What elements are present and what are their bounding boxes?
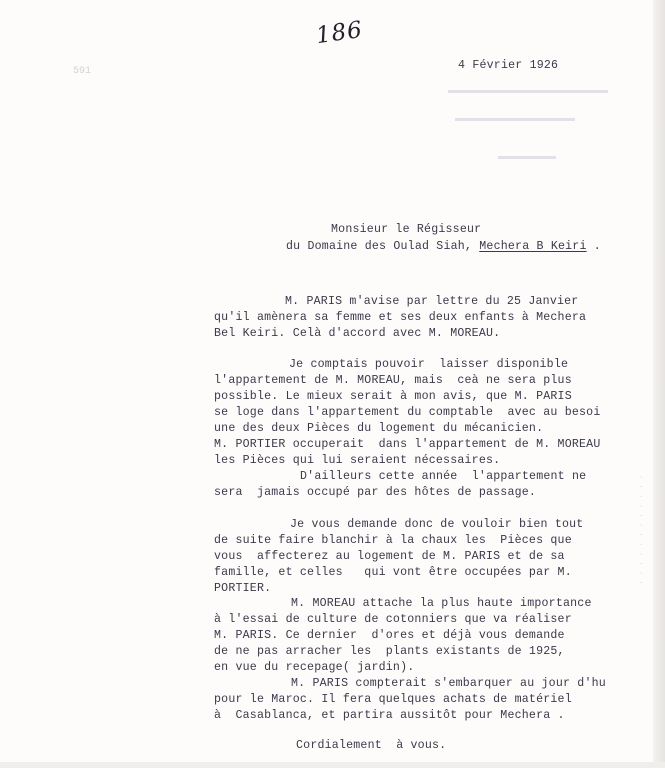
ghost-bar bbox=[498, 156, 556, 159]
paragraph-6-line: à Casablanca, et partira aussitôt pour Mechera . bbox=[214, 709, 565, 722]
paragraph-2-line: l'appartement de M. MOREAU, mais ceà ne sera plus bbox=[214, 374, 572, 387]
paragraph-2-line: une des deux Pièces du logement du mécanicien. bbox=[214, 422, 544, 435]
recipient-line-1: Monsieur le Régisseur bbox=[331, 223, 482, 236]
handwritten-folio-number: 186 bbox=[314, 16, 365, 50]
recipient-period: . bbox=[586, 240, 601, 253]
paragraph-3-line: D'ailleurs cette année l'appartement ne bbox=[300, 470, 587, 483]
paragraph-1-line: M. PARIS m'avise par lettre du 25 Janvier bbox=[285, 295, 579, 308]
paragraph-2-line: se loge dans l'appartement du comptable avec au besoi bbox=[214, 406, 601, 419]
recipient-line-2 bbox=[286, 241, 601, 253]
paragraph-5-line: en vue du recepage( jardin). bbox=[214, 661, 415, 674]
paragraph-3-line: sera jamais occupé par des hôtes de passage. bbox=[214, 486, 537, 499]
paragraph-2-line: M. PORTIER occuperait dans l'appartement de M. MOREAU bbox=[214, 438, 601, 451]
paragraph-6-line: pour le Maroc. Il fera quelques achats de matériel bbox=[214, 693, 572, 706]
paragraph-4-line: Je vous demande donc de vouloir bien tout bbox=[290, 518, 584, 531]
paragraph-5-line: M. MOREAU attache la plus haute importance bbox=[291, 597, 592, 610]
paragraph-2-line: les Pièces qui lui seraient nécessaires. bbox=[214, 454, 501, 467]
paragraph-4-line: famille, et celles qui vont être occupées par M. bbox=[214, 566, 572, 579]
paragraph-5-line: de ne pas arracher les plants existants de 1925, bbox=[214, 645, 565, 658]
paragraph-1-line: Bel Keiri. Celà d'accord avec M. MOREAU. bbox=[214, 327, 501, 340]
recipient-domain: du Domaine des Oulad Siah, bbox=[286, 240, 480, 253]
paragraph-4-line: vous affecterez au logement de M. PARIS et de sa bbox=[214, 550, 565, 563]
ghost-bar bbox=[455, 118, 575, 121]
faint-mark-top-left: 591 bbox=[73, 66, 92, 77]
paragraph-6-line: M. PARIS compterait s'embarquer au jour d'hu bbox=[291, 677, 606, 690]
recipient-place: Mechera B Keiri bbox=[479, 240, 587, 253]
paragraph-1-line: qu'il amènera sa femme et ses deux enfants à Mechera bbox=[214, 311, 587, 324]
paragraph-4-line: PORTIER. bbox=[214, 582, 272, 595]
side-bleed-text: . . . . . . . . . . . . bbox=[636, 474, 645, 585]
paper-edge-right bbox=[653, 0, 665, 768]
paragraph-5-line: M. PARIS. Ce dernier d'ores et déjà vous demande bbox=[214, 629, 565, 642]
letter-date: 4 Février 1926 bbox=[458, 59, 559, 72]
paragraph-4-line: de suite faire blanchir à la chaux les Pièces que bbox=[214, 534, 572, 547]
paragraph-5-line: à l'essai de culture de cotonniers que va réaliser bbox=[214, 613, 572, 626]
paragraph-2-line: possible. Le mieux serait à mon avis, que M. PARIS bbox=[214, 390, 572, 403]
paper-edge-bottom bbox=[0, 762, 665, 768]
ghost-bar bbox=[448, 90, 608, 93]
paragraph-2-line: Je comptais pouvoir laisser disponible bbox=[289, 358, 569, 371]
closing-salutation: Cordialement à vous. bbox=[296, 739, 447, 752]
